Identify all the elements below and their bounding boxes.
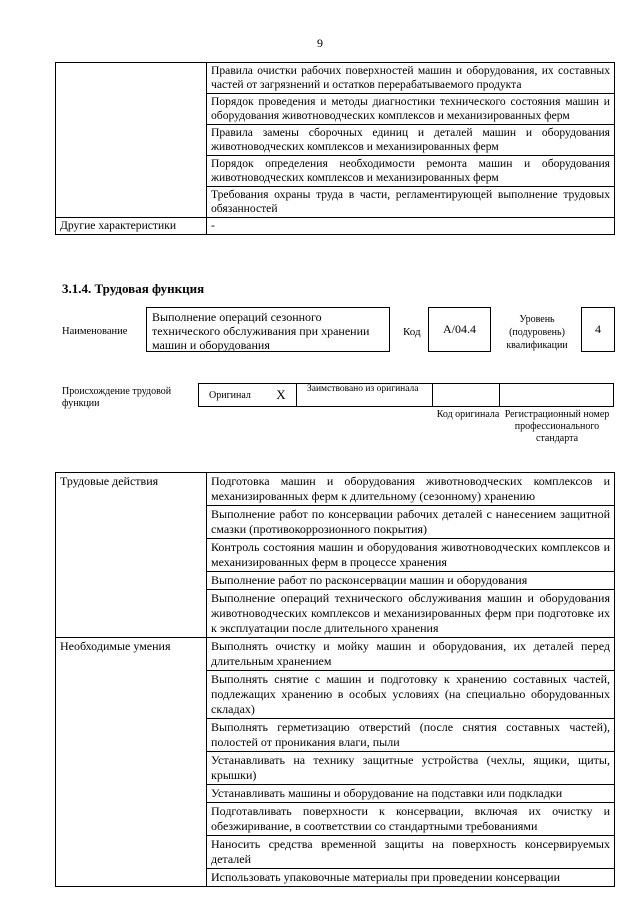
table-row [56, 218, 615, 235]
function-name-box: Выполнение операций сезонного технического обслуживания при хранении машин и оборудования [146, 307, 390, 352]
origin-label: Происхождение трудовой функции [62, 386, 172, 409]
table-cell: Правила замены сборочных единиц и деталей машин и оборудования животноводческих комплексов и механизированных ферм [207, 125, 615, 156]
group-label: Трудовые действия [56, 473, 207, 638]
other-characteristics-label: Другие характеристики [56, 218, 207, 235]
table-cell: Выполнять снятие с машин и подготовку к хранению составных частей, подлежащих хранению в особых условиях (на специально оборудованных складах) [207, 671, 615, 719]
table-cell: Использовать упаковочные материалы при проведении консервации [207, 869, 615, 887]
labor-function-table [55, 472, 615, 887]
code-label: Код [403, 326, 421, 338]
group-label: Необходимые умения [56, 638, 207, 887]
table-row [56, 473, 615, 506]
other-characteristics-value: - [207, 218, 615, 235]
table-cell: Выполнение операций технического обслуживания машин и оборудования животноводческих комплексов и механизированных ферм при подготовке их к эксплуатации после длительного хранения [207, 590, 615, 638]
table-cell: Порядок проведения и методы диагностики технического состояния машин и оборудования животноводческих комплексов и механизированных ферм [207, 94, 615, 125]
level-label: Уровень (подуровень) квалификации [506, 314, 568, 351]
page-number: 9 [317, 36, 323, 50]
borrowed-label: Заимствовано из оригинала [307, 384, 419, 394]
table-cell: Выполнять очистку и мойку машин и оборудования, их деталей перед длительным хранением [207, 638, 615, 671]
borrowed-cell [296, 383, 433, 407]
original-cell [198, 383, 266, 407]
table-cell: Контроль состояния машин и оборудования животноводческих комплексов и механизированных ферм в процессе хранения [207, 539, 615, 572]
registration-caption: Регистрационный номер профессионального стандарта [504, 409, 610, 444]
section-heading: 3.1.4. Трудовая функция [62, 281, 205, 296]
function-code-box: A/04.4 [428, 307, 491, 352]
table-cell: Порядок определения необходимости ремонта машин и оборудования животноводческих комплексов и механизированных ферм [207, 156, 615, 187]
table-cell: Подготавливать поверхности к консервации, включая их очистку и обезжиривание, в соответствии со стандартными требованиями [207, 803, 615, 836]
table-cell: Устанавливать на технику защитные устройства (чехлы, ящики, щиты, крышки) [207, 752, 615, 785]
level-value-box: 4 [581, 307, 615, 352]
code-caption: Код оригинала [436, 409, 500, 420]
table-row [56, 638, 615, 671]
original-label: Оригинал [209, 390, 251, 401]
table-cell: Выполнять герметизацию отверстий (после снятия составных частей), полостей от проникания влаги, пыли [207, 719, 615, 752]
table-cell: Подготовка машин и оборудования животноводческих комплексов и механизированных ферм к длительному (сезонному) хранению [207, 473, 615, 506]
original-code-cell [432, 383, 500, 407]
origin-row [198, 383, 614, 407]
table-cell: Правила очистки рабочих поверхностей машин и оборудования, их составных частей от загрязнений и остатков перерабатываемого продукта [207, 63, 615, 94]
name-label: Наименование [62, 326, 128, 337]
original-mark: X [265, 383, 297, 407]
table-cell: Наносить средства временной защиты на поверхность консервируемых деталей [207, 836, 615, 869]
table-row [56, 63, 615, 94]
registration-number-cell [499, 383, 614, 407]
knowledge-table [55, 62, 615, 235]
table-label-cell [56, 63, 207, 218]
table-cell: Выполнение работ по консервации рабочих деталей с нанесением защитной смазки (противокоррозионного покрытия) [207, 506, 615, 539]
table-cell: Выполнение работ по расконсервации машин и оборудования [207, 572, 615, 590]
table-cell: Требования охраны труда в части, регламентирующей выполнение трудовых обязанностей [207, 187, 615, 218]
table-cell: Устанавливать машины и оборудование на подставки или подкладки [207, 785, 615, 803]
